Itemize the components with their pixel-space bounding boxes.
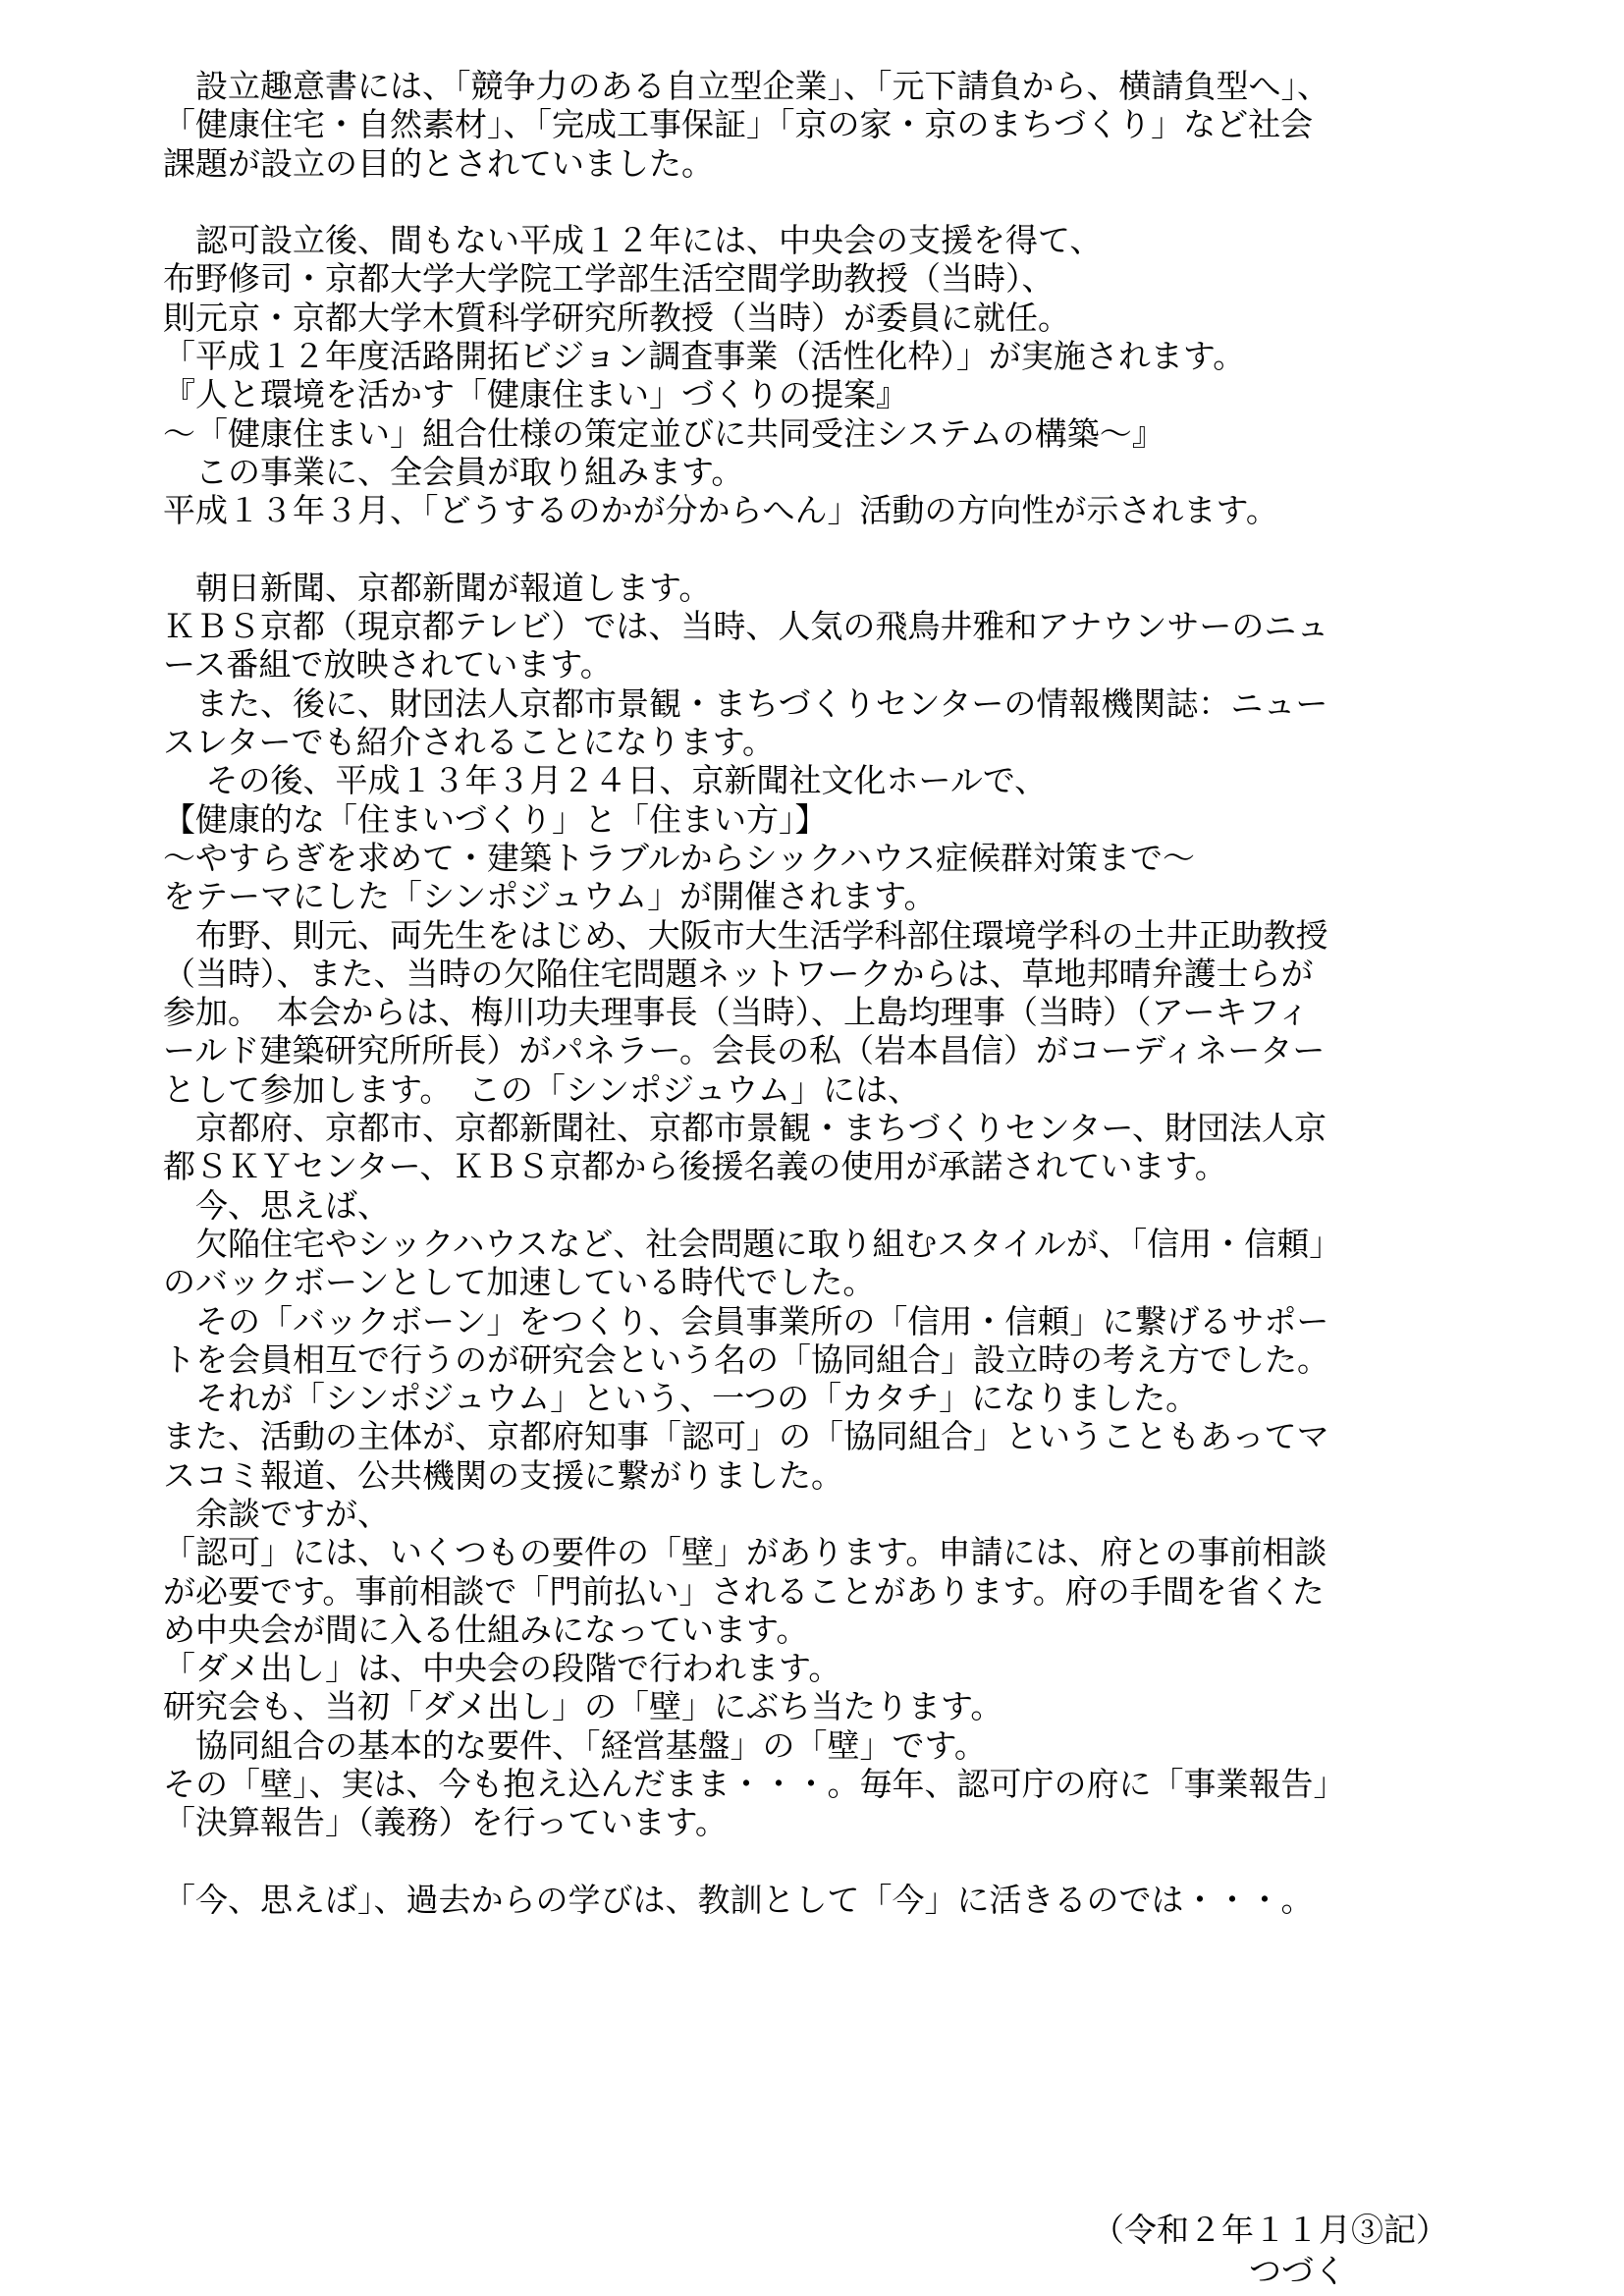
text-line: 則元京・京都大学木質科学研究所教授（当時）が委員に就任。	[163, 298, 1070, 337]
paragraph-gap	[163, 530, 1479, 569]
date-note: （令和２年１１月③記）	[1092, 2211, 1448, 2249]
text-line: また、活動の主体が、京都府知事「認可」の「協同組合」ということもあってマ	[163, 1417, 1329, 1456]
text-line: 「認可」には、いくつもの要件の「壁」があります。申請には、府との事前相談	[163, 1533, 1327, 1572]
text-line: をテーマにした「シンポジュウム」が開催されます。	[163, 877, 937, 916]
text-line: 布野修司・京都大学大学院工学部生活空間学助教授（当時）、	[163, 259, 1055, 299]
text-line: トを会員相互で行うのが研究会という名の「協同組合」設立時の考え方でした。	[163, 1339, 1329, 1379]
text-line: スコミ報道、公共機関の支援に繋がりました。	[163, 1455, 843, 1495]
text-line: 「平成１２年度活路開拓ビジョン調査事業（活性化枠）」が実施されます。	[163, 337, 1246, 376]
text-line: その後、平成１３年３月２４日、京新聞社文化ホールで、	[163, 761, 1048, 800]
text-line: 研究会も、当初「ダメ出し」の「壁」にぶち当たります。	[163, 1687, 1003, 1726]
text-line: ～やすらぎを求めて・建築トラブルからシックハウス症候群対策まで～	[163, 838, 1196, 877]
text-line: 「健康住宅・自然素材」、「完成工事保証」「京の家・京のまちづくり」など社会	[163, 105, 1314, 144]
text-line: 都ＳＫＹセンター、ＫＢＳ京都から後援名義の使用が承諾されています。	[163, 1147, 1227, 1186]
text-line: 「決算報告」（義務）を行っています。	[163, 1803, 728, 1842]
paragraph-gap	[163, 1842, 1479, 1881]
text-line: この事業に、全会員が取り組みます。	[163, 452, 744, 491]
text-line: が必要です。事前相談で「門前払い」されることがあります。府の手間を省くた	[163, 1571, 1325, 1611]
text-line: 朝日新聞、京都新聞が報道します。	[163, 568, 712, 607]
text-line: 認可設立後、間もない平成１２年には、中央会の支援を得て、	[163, 221, 1103, 260]
text-line: それが「シンポジュウム」という、一つの「カタチ」になりました。	[163, 1379, 1199, 1418]
text-line: のバックボーンとして加速している時代でした。	[163, 1263, 876, 1302]
paragraph-gap	[163, 183, 1479, 221]
text-line: め中央会が間に入る仕組みになっています。	[163, 1610, 809, 1649]
text-line: （当時）、また、当時の欠陥住宅問題ネットワークからは、草地邦晴弁護士らが	[163, 954, 1314, 993]
continued-label: つづく	[1249, 2252, 1346, 2290]
text-line: ～「健康住まい」組合仕様の策定並びに共同受注システムの構築～』	[163, 413, 1164, 453]
text-line: 設立趣意書には、「競争力のある自立型企業」、「元下請負から、横請負型へ」、	[163, 67, 1329, 105]
text-line: 欠陥住宅やシックハウスなど、社会問題に取り組むスタイルが、「信用・信頼」	[163, 1224, 1342, 1263]
text-line: その「壁」、実は、今も抱え込んだまま・・・。毎年、認可庁の府に「事業報告」	[163, 1765, 1346, 1804]
text-line: 参加。 本会からは、梅川功夫理事長（当時）、上島均理事（当時）（アーキフィ	[163, 993, 1310, 1032]
text-line: 今、思えば、	[163, 1185, 390, 1225]
text-line: 平成１３年３月、「どうするのかが分からへん」活動の方向性が示されます。	[163, 491, 1278, 530]
text-line: 京都府、京都市、京都新聞社、京都市景観・まちづくりセンター、財団法人京	[163, 1109, 1327, 1148]
text-line: ＫＢＳ京都（現京都テレビ）では、当時、人気の飛鳥井雅和アナウンサーのニュ	[163, 607, 1329, 646]
document-body	[163, 67, 1479, 1919]
text-line: 『人と環境を活かす「健康住まい」づくりの提案』	[163, 375, 908, 414]
text-line: として参加します。 この「シンポジュウム」には、	[163, 1069, 921, 1109]
text-line: ース番組で放映されています。	[163, 645, 613, 684]
text-line: 課題が設立の目的とされていました。	[163, 143, 714, 183]
text-line: 「ダメ出し」は、中央会の段階で行われます。	[163, 1649, 841, 1688]
text-line: その「バックボーン」をつくり、会員事業所の「信用・信頼」に繋げるサポー	[163, 1301, 1329, 1340]
text-line: また、後に、財団法人京都市景観・まちづくりセンターの情報機関誌：ニュー	[163, 683, 1328, 723]
text-line: 「今、思えば」、過去からの学びは、教訓として「今」に活きるのでは・・・。	[163, 1880, 1314, 1919]
text-line: ールド建築研究所所長）がパネラー。会長の私（岩本昌信）がコーディネーター	[163, 1031, 1326, 1070]
text-line: 布野、則元、両先生をはじめ、大阪市大生活学科部住環境学科の土井正助教授	[163, 915, 1328, 955]
text-line: 余談ですが、	[163, 1494, 390, 1533]
text-line: スレターでも紹介されることになります。	[163, 723, 776, 762]
text-line: 協同組合の基本的な要件、「経営基盤」の「壁」です。	[163, 1725, 987, 1765]
text-line: 【健康的な「住まいづくり」と「住まい方」】	[163, 799, 828, 839]
